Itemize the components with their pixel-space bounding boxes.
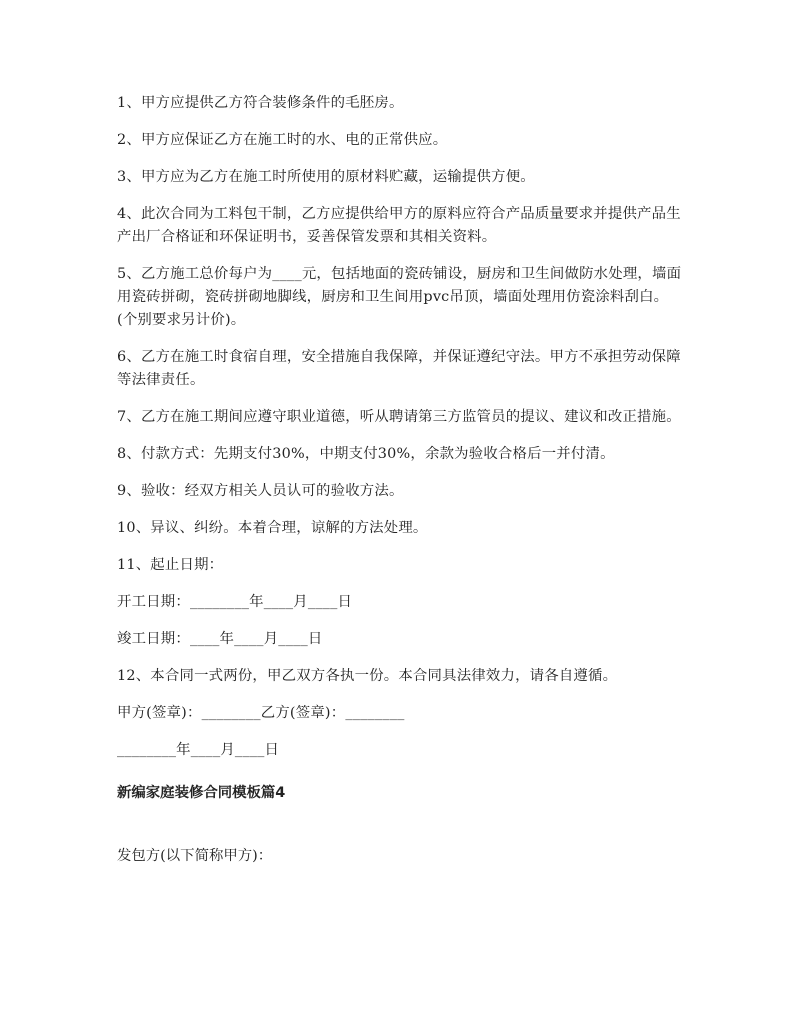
signature-line: 甲方(签章)：________乙方(签章)：________: [117, 705, 405, 721]
clause-2: 2、甲方应保证乙方在施工时的水、电的正常供应。: [117, 132, 448, 148]
clause-10: 10、异议、纠纷。本着合理，谅解的方法处理。: [117, 520, 428, 536]
start-date-line: 开工日期：________年____月____日: [117, 594, 353, 610]
clause-8: 8、付款方式：先期支付30%，中期支付30%，余款为验收合格后一并付清。: [117, 446, 615, 462]
clause-1: 1、甲方应提供乙方符合装修条件的毛胚房。: [117, 95, 404, 111]
clause-11: 11、起止日期：: [117, 557, 224, 573]
contractor-intro-line: 发包方(以下简称甲方)：: [117, 848, 273, 864]
clause-3: 3、甲方应为乙方在施工时所使用的原材料贮藏，运输提供方便。: [117, 169, 535, 185]
clause-7: 7、乙方在施工期间应遵守职业道德，听从聘请第三方监管员的提议、建议和改正措施。: [117, 409, 681, 425]
clause-4: 4、此次合同为工料包干制，乙方应提供给甲方的原料应符合产品质量要求并提供产品生产出厂合格证和环保证明书，妥善保管发票和其相关资料。: [117, 206, 681, 245]
signature-date-line: ________年____月____日: [117, 742, 280, 758]
clause-5: 5、乙方施工总价每户为____元，包括地面的瓷砖铺设，厨房和卫生间做防水处理，墙面用瓷砖拼砌，瓷砖拼砌地脚线，厨房和卫生间用pvc吊顶，墙面处理用仿瓷涂料刮白。(个别要求另计价)。: [117, 266, 682, 328]
clause-12: 12、本合同一式两份，甲乙双方各执一份。本合同具法律效力，请各自遵循。: [117, 668, 618, 684]
end-date-line: 竣工日期：____年____月____日: [117, 631, 323, 647]
document-body: [117, 92, 682, 868]
section-heading: 新编家庭装修合同模板篇4: [117, 785, 286, 801]
clause-6: 6、乙方在施工时食宿自理，安全措施自我保障，并保证遵纪守法。甲方不承担劳动保障等法律责任。: [117, 349, 681, 388]
clause-9: 9、验收：经双方相关人员认可的验收方法。: [117, 483, 404, 499]
